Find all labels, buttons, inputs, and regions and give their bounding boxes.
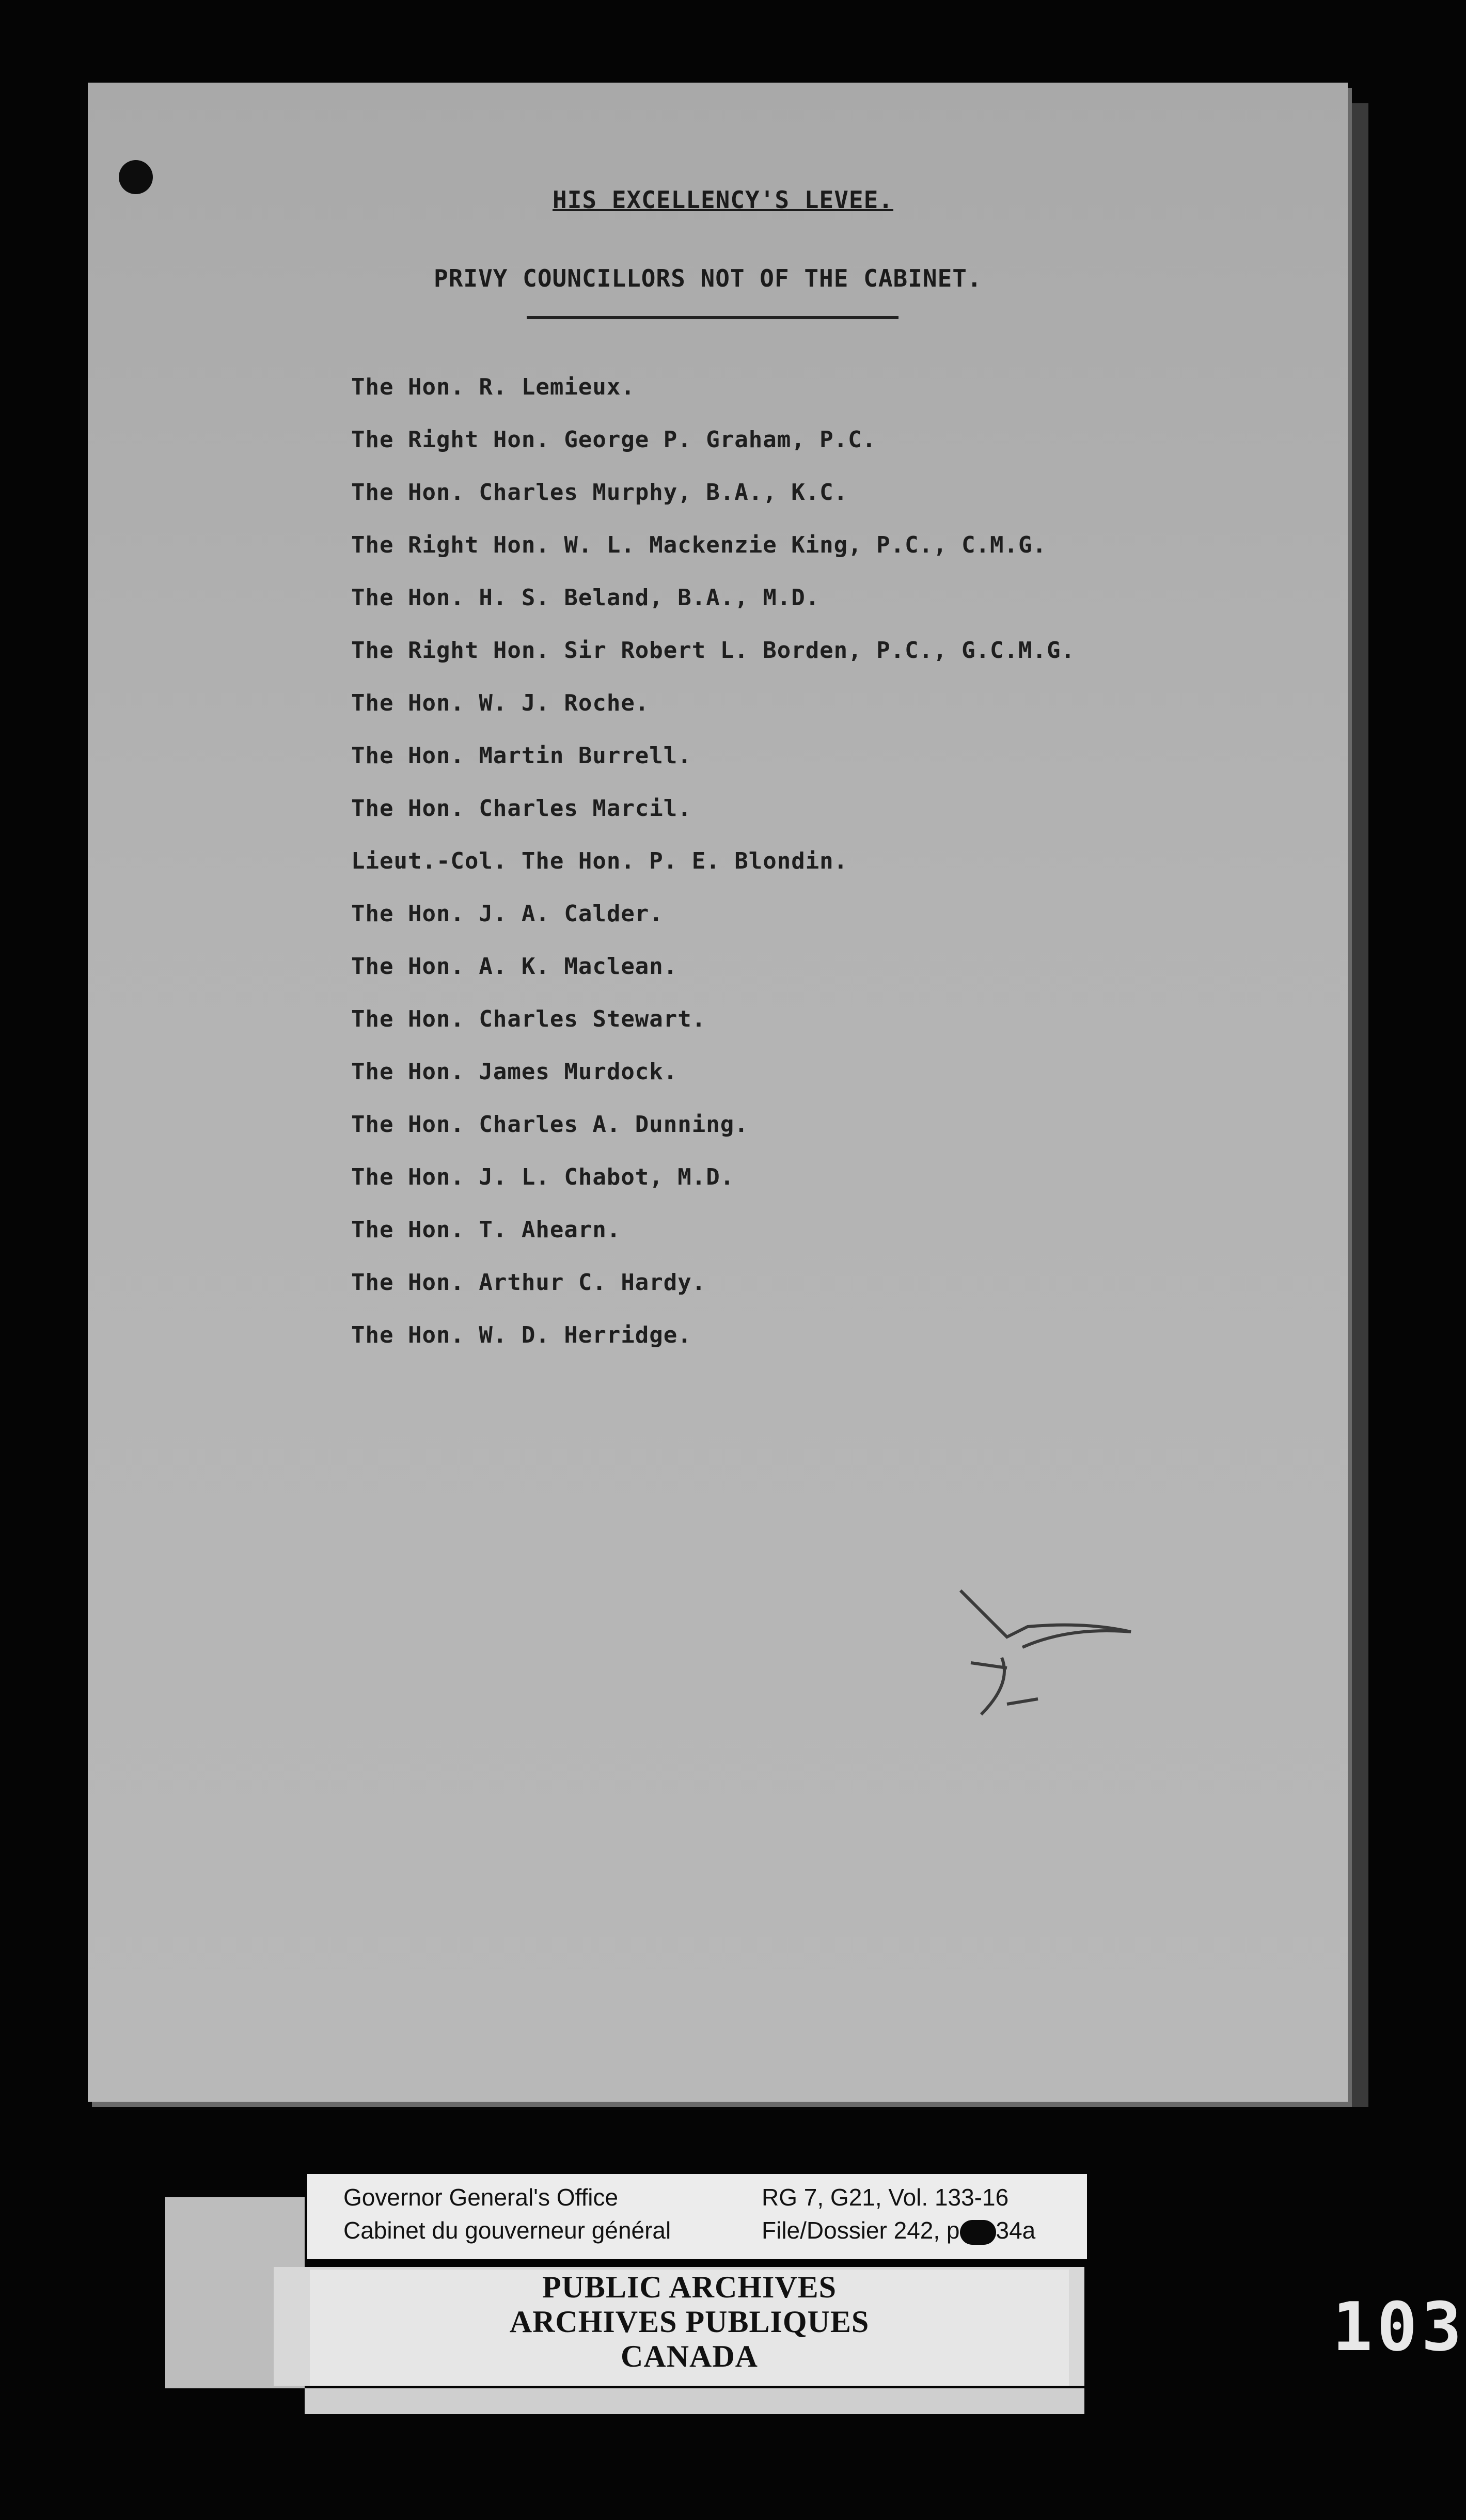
list-item: The Hon. T. Ahearn. <box>351 1217 621 1243</box>
list-item: The Hon. Arthur C. Hardy. <box>351 1269 706 1296</box>
list-item: The Hon. James Murdock. <box>351 1059 678 1085</box>
list-item: The Right Hon. W. L. Mackenzie King, P.C., C.M.G. <box>351 532 1047 558</box>
councillor-list <box>351 372 1075 1373</box>
list-item: The Hon. W. J. Roche. <box>351 690 650 716</box>
list-item: The Hon. Charles Marcil. <box>351 795 692 822</box>
punch-hole <box>119 160 153 194</box>
list-item: The Hon. W. D. Herridge. <box>351 1322 692 1348</box>
list-item: The Right Hon. George P. Graham, P.C. <box>351 427 877 453</box>
archive-reference: RG 7, G21, Vol. 133-16 <box>762 2184 1009 2211</box>
document-title: HIS EXCELLENCY'S LEVEE. <box>553 186 893 214</box>
archive-file <box>762 2216 1035 2245</box>
archive-label <box>307 2174 1087 2259</box>
list-item: The Hon. Charles Murphy, B.A., K.C. <box>351 479 848 506</box>
ink-blot <box>960 2220 996 2245</box>
sheet-edge <box>1348 103 1368 2107</box>
archive-file-suffix: 34a <box>996 2217 1036 2244</box>
list-item: The Hon. J. A. Calder. <box>351 901 664 927</box>
office-en: Governor General's Office <box>343 2184 619 2211</box>
pencil-mark-icon <box>950 1580 1146 1735</box>
list-item: The Hon. A. K. Maclean. <box>351 953 678 980</box>
list-item: The Hon. Charles A. Dunning. <box>351 1111 749 1138</box>
banner-line-2: ARCHIVES PUBLIQUES <box>509 2305 870 2339</box>
list-item: The Hon. Charles Stewart. <box>351 1006 706 1032</box>
label-strip <box>305 2388 1084 2414</box>
banner-line-1: PUBLIC ARCHIVES <box>542 2270 837 2304</box>
list-item: The Hon. H. S. Beland, B.A., M.D. <box>351 585 820 611</box>
list-item: The Hon. R. Lemieux. <box>351 374 635 400</box>
banner-line-3: CANADA <box>621 2339 758 2373</box>
list-item: The Hon. Martin Burrell. <box>351 743 692 769</box>
title-rule <box>527 316 898 319</box>
list-item: The Hon. J. L. Chabot, M.D. <box>351 1164 735 1190</box>
archive-file-text: File/Dossier 242, p <box>762 2217 960 2244</box>
document-subtitle: PRIVY COUNCILLORS NOT OF THE CABINET. <box>434 264 982 292</box>
list-item: The Right Hon. Sir Robert L. Borden, P.C., G.C.M.G. <box>351 637 1076 664</box>
frame-number: 103 <box>1332 2288 1466 2366</box>
list-item: Lieut.-Col. The Hon. P. E. Blondin. <box>351 848 848 874</box>
office-fr: Cabinet du gouverneur général <box>343 2217 671 2244</box>
